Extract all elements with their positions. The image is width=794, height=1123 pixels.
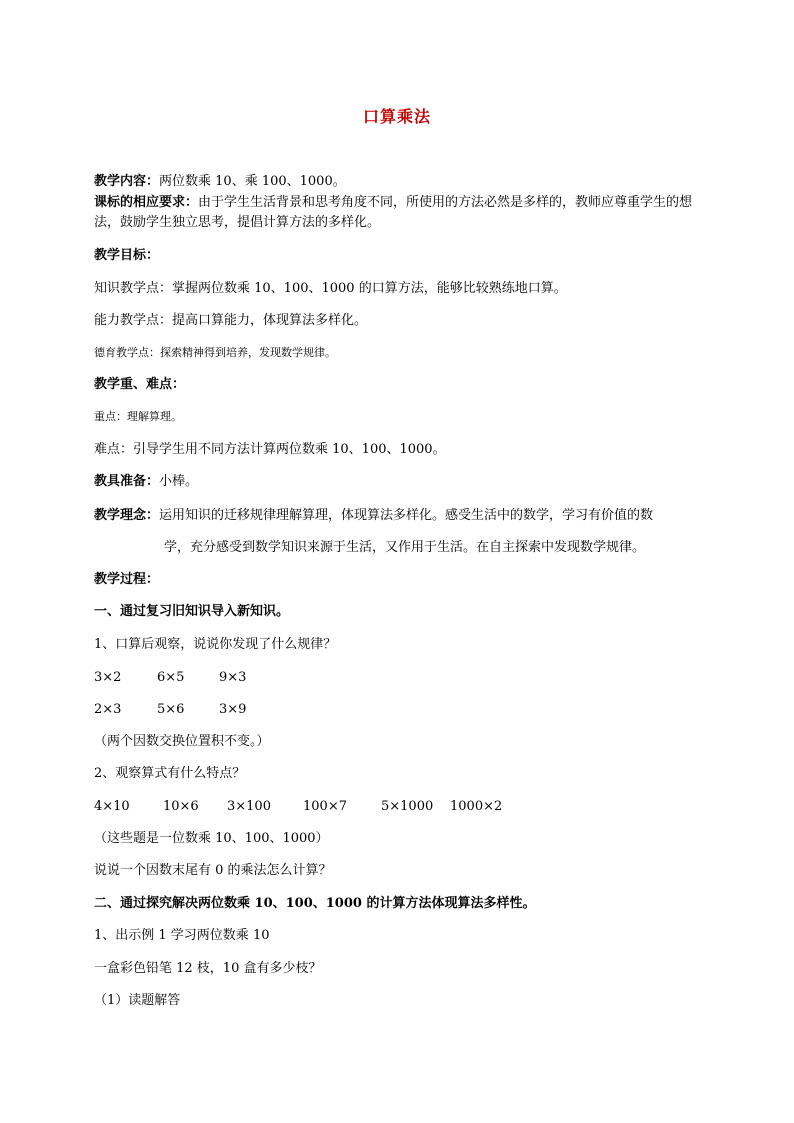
content-text: 两位数乘 10、乘 100、1000。: [159, 174, 346, 189]
expression: 4×10: [94, 799, 130, 814]
tools-label: 教具准备：: [94, 474, 160, 489]
goals-heading: 教学目标：: [94, 248, 160, 263]
process-heading: 教学过程：: [94, 572, 160, 587]
example-1: 1、出示例 1 学习两位数乘 10: [94, 928, 270, 943]
difficult-point: 难点：引导学生用不同方法计算两位数乘 10、100、1000。: [94, 442, 446, 457]
concept-text-1: 运用知识的迁移规律理解算理，体现算法多样化。感受生活中的数学，学习有价值的数: [159, 508, 654, 523]
expression-row-3: [94, 797, 502, 817]
question-3: 说说一个因数末尾有 0 的乘法怎么计算？: [94, 863, 332, 878]
expression: 5×1000: [381, 799, 434, 814]
question-1: 1、口算后观察，说说你发现了什么规律？: [94, 637, 337, 652]
goal-moral: 德育教学点：探索精神得到培养，发现数学规律。: [94, 346, 336, 359]
expression: 10×6: [163, 799, 199, 814]
expression: 2×3: [94, 702, 122, 717]
concept-line-2: 学，充分感受到数学知识来源于生活，又作用于生活。在自主探索中发现数学规律。: [164, 540, 646, 555]
step-1: （1）读题解答: [94, 993, 181, 1008]
expression: 3×100: [227, 799, 271, 814]
section2-heading: 二、通过探究解决两位数乘 10、100、1000 的计算方法体现算法多样性。: [94, 896, 536, 911]
expression: 1000×2: [450, 799, 503, 814]
expression: 3×9: [219, 702, 247, 717]
expression: 5×6: [157, 702, 185, 717]
tools-line: [94, 472, 198, 492]
content-label: 教学内容：: [94, 174, 160, 189]
requirement-paragraph: [94, 193, 704, 233]
expression: 100×7: [303, 799, 347, 814]
question-2: 2、观察算式有什么特点？: [94, 766, 246, 781]
requirement-label: 课标的相应要求：: [94, 195, 199, 210]
expression: 6×5: [157, 670, 185, 685]
key-heading: 教学重、难点：: [94, 377, 186, 392]
problem-text: 一盒彩色铅笔 12 枝，10 盒有多少枝？: [94, 961, 322, 976]
content-line: [94, 172, 346, 192]
section1-heading: 一、通过复习旧知识导入新知识。: [94, 604, 290, 619]
key-point: 重点：理解算理。: [94, 410, 182, 423]
concept-label: 教学理念：: [94, 508, 160, 523]
goal-knowledge: 知识教学点：掌握两位数乘 10、100、1000 的口算方法，能够比较熟练地口算。: [94, 281, 567, 296]
note-1: （两个因数交换位置积不变。）: [94, 734, 270, 749]
requirement-text: 由于学生生活背景和思考角度不同，所使用的方法必然是多样的，教师应尊重学生的想法，鼓励学生独立思考，提倡计算方法的多样化。: [94, 195, 693, 230]
expression: 3×2: [94, 670, 122, 685]
expression-row-1: [94, 668, 246, 688]
expression-row-2: [94, 700, 246, 720]
expression: 9×3: [219, 670, 247, 685]
concept-line-1: [94, 506, 653, 526]
goal-ability: 能力教学点：提高口算能力，体现算法多样化。: [94, 313, 368, 328]
note-2: （这些题是一位数乘 10、100、1000）: [94, 831, 329, 846]
tools-text: 小棒。: [159, 474, 199, 489]
page-title: 口算乘法: [362, 107, 431, 126]
